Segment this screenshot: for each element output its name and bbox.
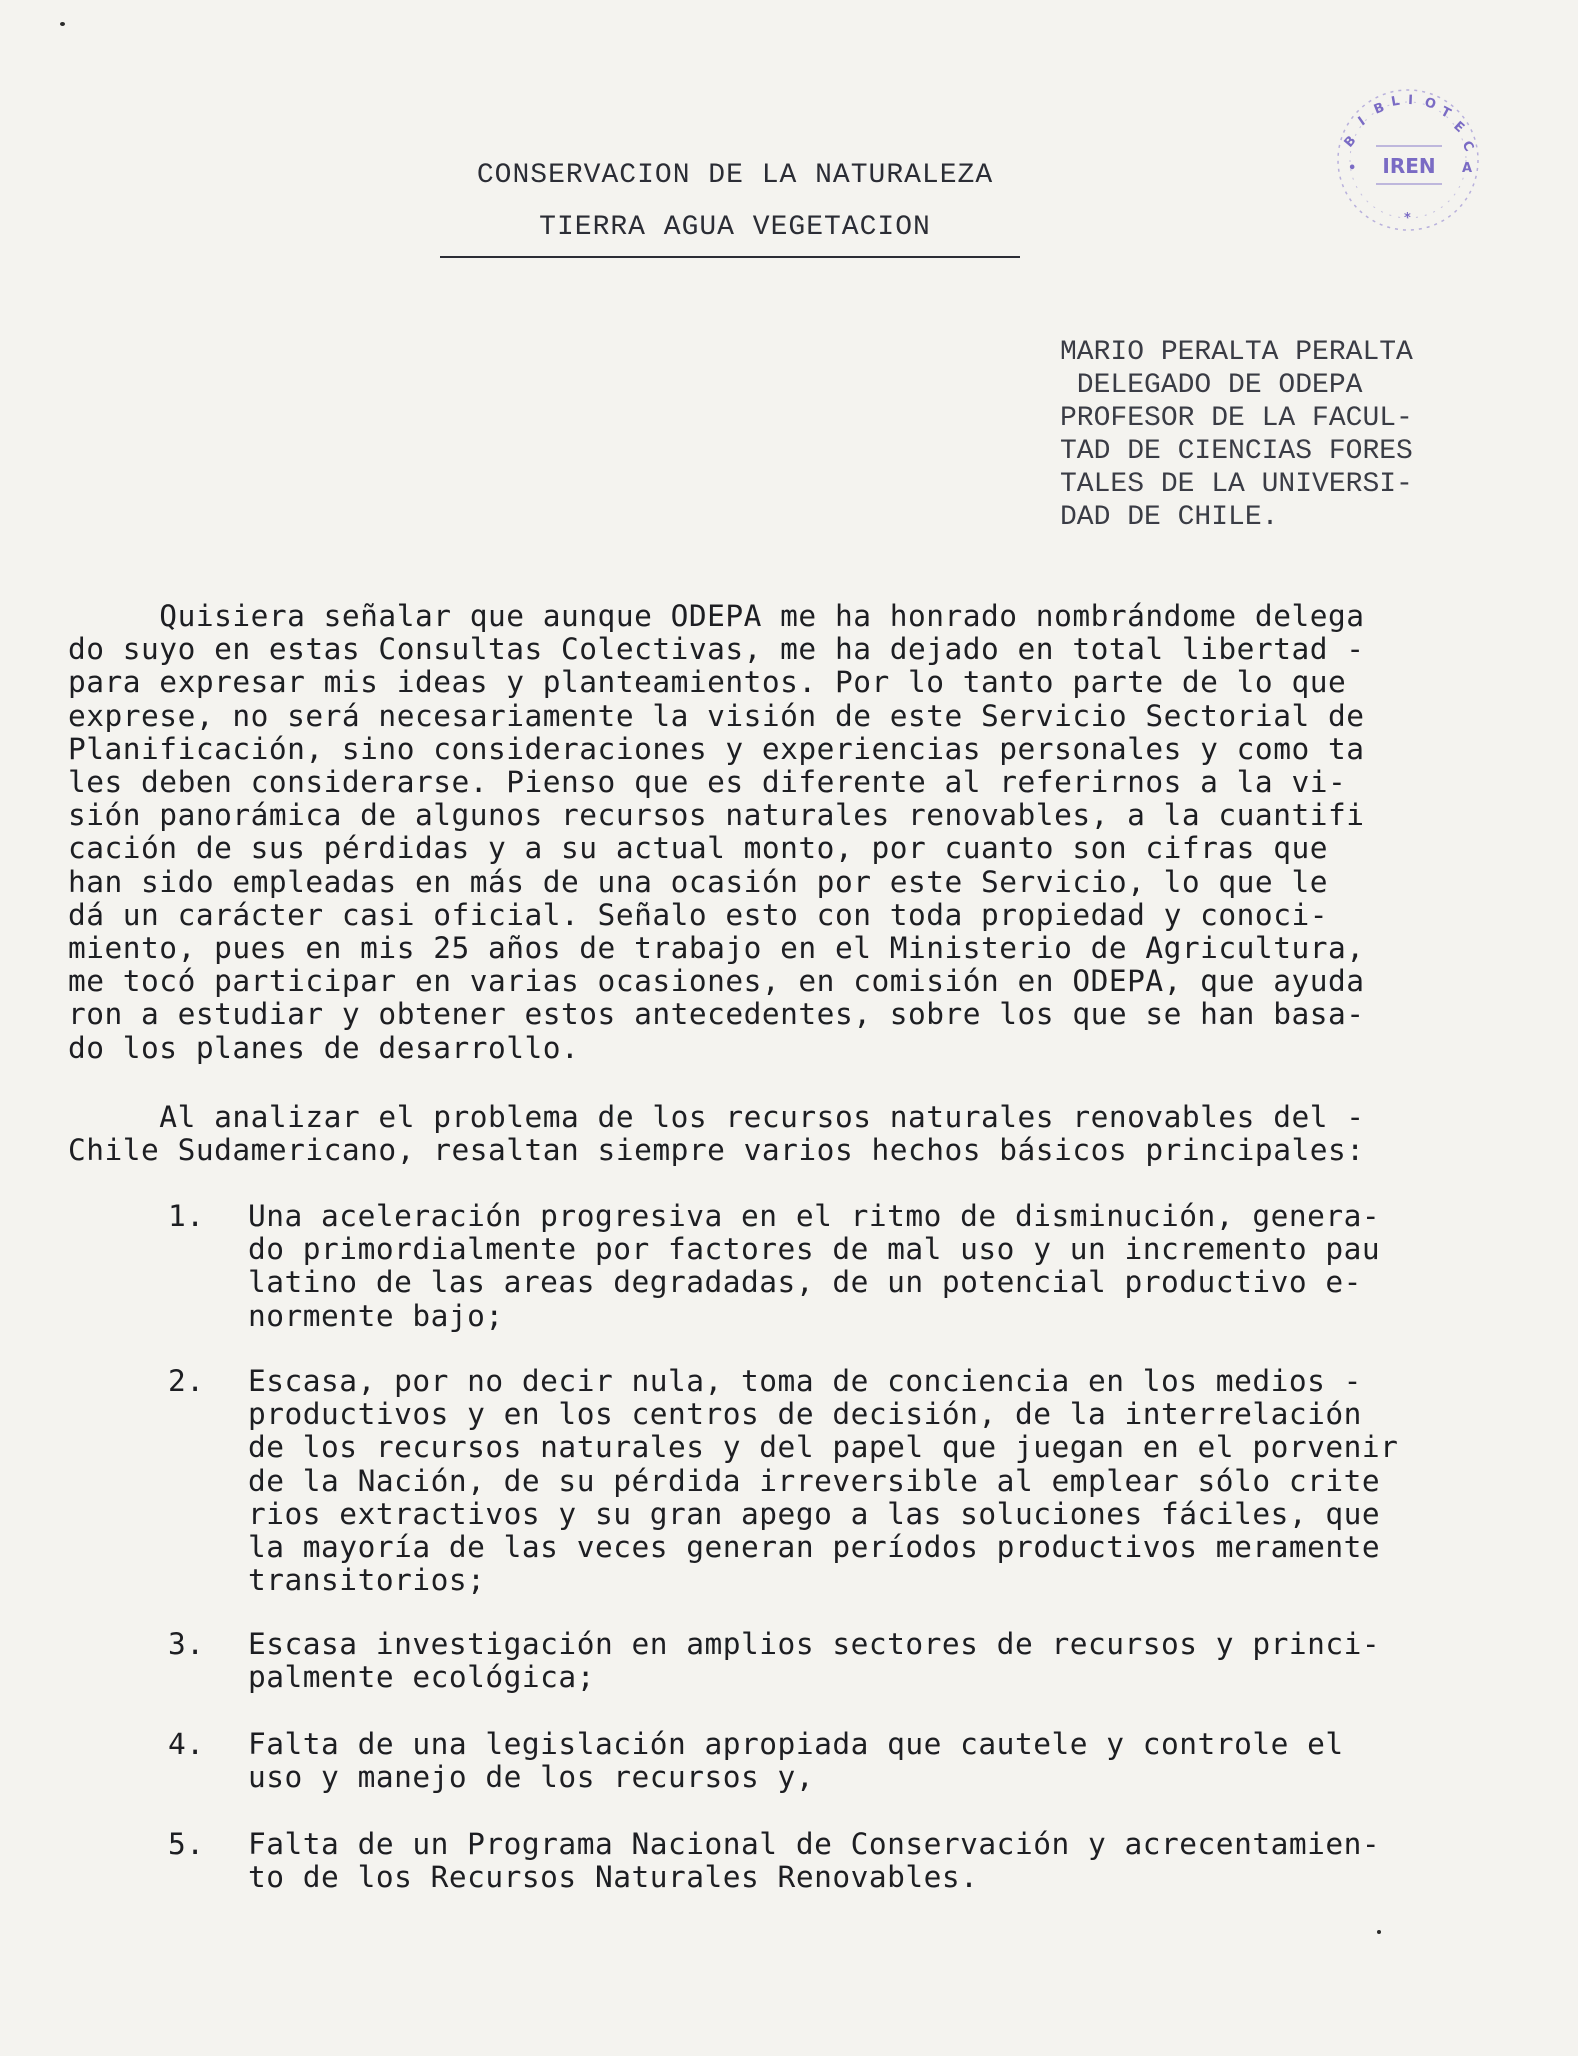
item-text <box>248 1628 1508 1694</box>
text-line: para expresar mis ideas y planteamientos. Por lo tanto parte de lo que <box>68 665 1347 700</box>
text-line: do suyo en estas Consultas Colectivas, me ha dejado en total libertad - <box>68 632 1365 667</box>
text-line: palmente ecológica; <box>248 1660 595 1695</box>
item-text <box>248 1200 1508 1333</box>
author-line: MARIO PERALTA PERALTA <box>1060 337 1413 368</box>
text-line: Escasa, por no decir nula, toma de conciencia en los medios - <box>248 1364 1362 1398</box>
author-line: DAD DE CHILE. <box>1060 502 1279 533</box>
title-line-1: CONSERVACION DE LA NATURALEZA <box>476 160 994 191</box>
text-line: Quisiera señalar que aunque ODEPA me ha honrado nombrándome delega <box>68 599 1365 633</box>
text-line: cación de sus pérdidas y a su actual monto, por cuanto son cifras que <box>68 831 1328 866</box>
author-line: DELEGADO DE ODEPA <box>1060 370 1363 401</box>
text-line: Chile Sudamericano, resaltan siempre varios hechos básicos principales: <box>68 1133 1365 1168</box>
paragraph-analysis <box>68 1101 1498 1167</box>
item-number: 1. <box>168 1199 205 1233</box>
text-line: me tocó participar en varias ocasiones, en comisión en ODEPA, que ayuda <box>68 964 1365 999</box>
paragraph-intro <box>68 600 1498 1065</box>
svg-text:I: I <box>1407 93 1414 109</box>
text-line: to de los Recursos Naturales Renovables. <box>248 1860 979 1895</box>
text-line: Falta de un Programa Nacional de Conservación y acrecentamien- <box>248 1827 1381 1861</box>
text-line: Una aceleración progresiva en el ritmo de disminución, genera- <box>248 1199 1381 1233</box>
svg-text:T: T <box>1438 104 1454 122</box>
text-line: latino de las areas degradadas, de un potencial productivo e- <box>248 1265 1362 1300</box>
text-line: uso y manejo de los recursos y, <box>248 1760 815 1795</box>
text-line: sión panorámica de algunos recursos naturales renovables, a la cuantifi <box>68 798 1365 833</box>
text-line: Planificación, sino consideraciones y experiencias personales y como ta <box>68 731 1365 766</box>
paper-speck <box>60 22 65 26</box>
text-line: exprese, no será necesariamente la visión de este Servicio Sectorial de <box>68 698 1365 733</box>
svg-text:L: L <box>1390 93 1401 110</box>
svg-text:*: * <box>1404 211 1411 226</box>
text-line: normente bajo; <box>248 1298 504 1333</box>
author-line: TALES DE LA UNIVERSI- <box>1060 469 1413 500</box>
title-line-2: TIERRA AGUA VEGETACION <box>539 212 931 243</box>
svg-text:•: • <box>1348 161 1357 176</box>
text-line: ron a estudiar y obtener estos antecedentes, sobre los que se han basa- <box>68 997 1365 1032</box>
text-line: de los recursos naturales y del papel que juegan en el porvenir <box>248 1430 1399 1465</box>
text-line: productivos y en los centros de decisión, de la interrelación <box>248 1397 1362 1432</box>
author-line: PROFESOR DE LA FACUL- <box>1060 403 1413 434</box>
item-text <box>248 1828 1508 1894</box>
svg-text:O: O <box>1423 95 1438 113</box>
svg-text:B: B <box>1341 133 1360 151</box>
paper-speck <box>1377 1930 1381 1934</box>
author-line: TAD DE CIENCIAS FORES <box>1060 436 1413 467</box>
author-block <box>1060 336 1520 534</box>
text-line: rios extractivos y su gran apego a las soluciones fáciles, que <box>248 1496 1381 1531</box>
document-title <box>440 150 1030 254</box>
text-line: miento, pues en mis 25 años de trabajo en el Ministerio de Agricultura, <box>68 931 1365 966</box>
stamp-seal-icon <box>1332 84 1484 236</box>
stamp-label: IREN <box>1382 154 1436 178</box>
text-line: transitorios; <box>248 1563 486 1598</box>
text-line: de la Nación, de su pérdida irreversible al emplear sólo crite <box>248 1463 1381 1498</box>
text-line: do los planes de desarrollo. <box>68 1030 580 1065</box>
svg-text:C: C <box>1458 138 1477 155</box>
text-line: Falta de una legislación apropiada que cautele y controle el <box>248 1727 1344 1761</box>
item-number: 2. <box>168 1364 205 1398</box>
text-line: do primordialmente por factores de mal uso y un incremento pau <box>248 1232 1381 1267</box>
text-line: la mayoría de las veces generan períodos productivos meramente <box>248 1530 1381 1565</box>
text-line: han sido empleadas en más de una ocasión por este Servicio, lo que le <box>68 864 1328 899</box>
item-number: 3. <box>168 1627 205 1661</box>
svg-text:A: A <box>1462 161 1473 176</box>
text-line: les deben considerarse. Pienso que es diferente al referirnos a la vi- <box>68 765 1347 800</box>
title-underline <box>440 256 1020 258</box>
svg-text:E: E <box>1450 118 1467 136</box>
svg-text:I: I <box>1355 114 1369 130</box>
text-line: Escasa investigación en amplios sectores de recursos y princi- <box>248 1627 1381 1661</box>
text-line: Al analizar el problema de los recursos naturales renovables del - <box>68 1100 1365 1134</box>
item-text <box>248 1728 1508 1794</box>
item-number: 5. <box>168 1827 205 1861</box>
institution-stamp <box>1332 84 1484 236</box>
svg-text:B: B <box>1371 100 1387 118</box>
item-number: 4. <box>168 1727 205 1761</box>
item-text <box>248 1365 1508 1597</box>
text-line: dá un carácter casi oficial. Señalo esto con toda propiedad y conoci- <box>68 897 1328 932</box>
